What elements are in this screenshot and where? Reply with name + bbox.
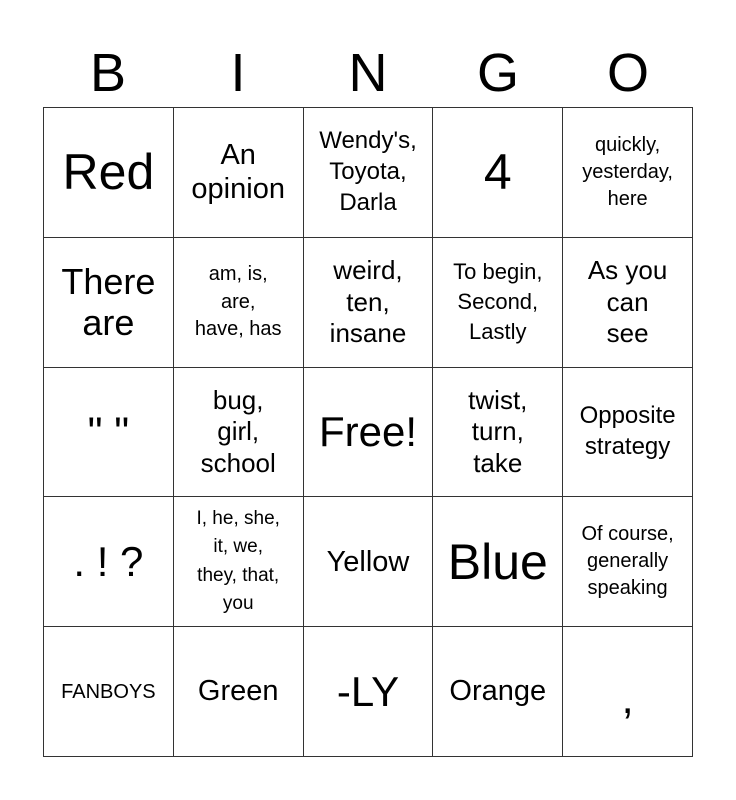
bingo-cell-r4-c4[interactable] xyxy=(433,497,563,627)
cell-text: Free! xyxy=(318,407,417,455)
bingo-cell-r2-c3[interactable] xyxy=(304,238,434,368)
cell-text: -LY xyxy=(336,667,400,715)
header-letter-n: N xyxy=(348,43,388,103)
header-letter-i: I xyxy=(230,43,246,103)
bingo-cell-r4-c3[interactable] xyxy=(304,497,434,627)
bingo-cell-r1-c3[interactable] xyxy=(304,108,434,238)
cell-text: FANBOYS xyxy=(61,680,156,703)
cell-text: weird, ten, insane xyxy=(329,255,407,348)
bingo-cell-r2-c1[interactable] xyxy=(44,238,174,368)
cell-text: Orange xyxy=(449,675,547,708)
cell-text: . ! ? xyxy=(73,537,144,585)
bingo-cell-r3-c4[interactable] xyxy=(433,368,563,498)
bingo-cell-r5-c1[interactable] xyxy=(44,627,174,757)
cell-text: quickly, yesterday, here xyxy=(582,133,673,210)
bingo-cell-r1-c2[interactable] xyxy=(174,108,304,238)
header-letter-g: G xyxy=(476,43,519,103)
bingo-cell-r5-c4[interactable] xyxy=(433,627,563,757)
cell-text: " " xyxy=(87,407,130,455)
cell-text: Blue xyxy=(447,533,548,590)
cell-text: An opinion xyxy=(191,139,285,206)
bingo-cell-r5-c5[interactable] xyxy=(563,627,693,757)
cell-text: Yellow xyxy=(326,545,410,578)
cell-text: There are xyxy=(61,260,156,344)
bingo-cell-r3-c3[interactable] xyxy=(304,368,434,498)
cell-text: Opposite strategy xyxy=(579,402,676,460)
bingo-cell-r5-c3[interactable] xyxy=(304,627,434,757)
cell-text: As you can see xyxy=(587,255,668,348)
bingo-cell-r4-c1[interactable] xyxy=(44,497,174,627)
bingo-cell-r2-c4[interactable] xyxy=(433,238,563,368)
cell-text: bug, girl, school xyxy=(200,385,276,478)
bingo-cell-r4-c5[interactable] xyxy=(563,497,693,627)
header-letter-o: O xyxy=(606,43,649,103)
bingo-cell-r5-c2[interactable] xyxy=(174,627,304,757)
cell-text: , xyxy=(621,673,634,723)
bingo-cell-r3-c1[interactable] xyxy=(44,368,174,498)
header-letter-b: B xyxy=(89,43,127,103)
cell-text: To begin, Second, Lastly xyxy=(453,259,543,345)
bingo-cell-r1-c1[interactable] xyxy=(44,108,174,238)
bingo-cell-r1-c5[interactable] xyxy=(563,108,693,238)
bingo-cell-r2-c2[interactable] xyxy=(174,238,304,368)
bingo-cell-r4-c2[interactable] xyxy=(174,497,304,627)
cell-text: Red xyxy=(62,144,155,201)
bingo-header xyxy=(43,40,693,106)
cell-text: 4 xyxy=(483,144,512,201)
cell-text: twist, turn, take xyxy=(468,385,528,478)
bingo-cell-r1-c4[interactable] xyxy=(433,108,563,238)
cell-text: Of course, generally speaking xyxy=(581,523,674,600)
cell-text: am, is, are, have, has xyxy=(194,263,282,340)
bingo-cell-r3-c5[interactable] xyxy=(563,368,693,498)
cell-text: I, he, she, it, we, they, that, you xyxy=(196,507,280,615)
bingo-cell-r2-c5[interactable] xyxy=(563,238,693,368)
cell-text: Green xyxy=(197,675,279,708)
bingo-cell-r3-c2[interactable] xyxy=(174,368,304,498)
bingo-grid xyxy=(43,107,693,757)
cell-text: Wendy's, Toyota, Darla xyxy=(319,127,417,216)
